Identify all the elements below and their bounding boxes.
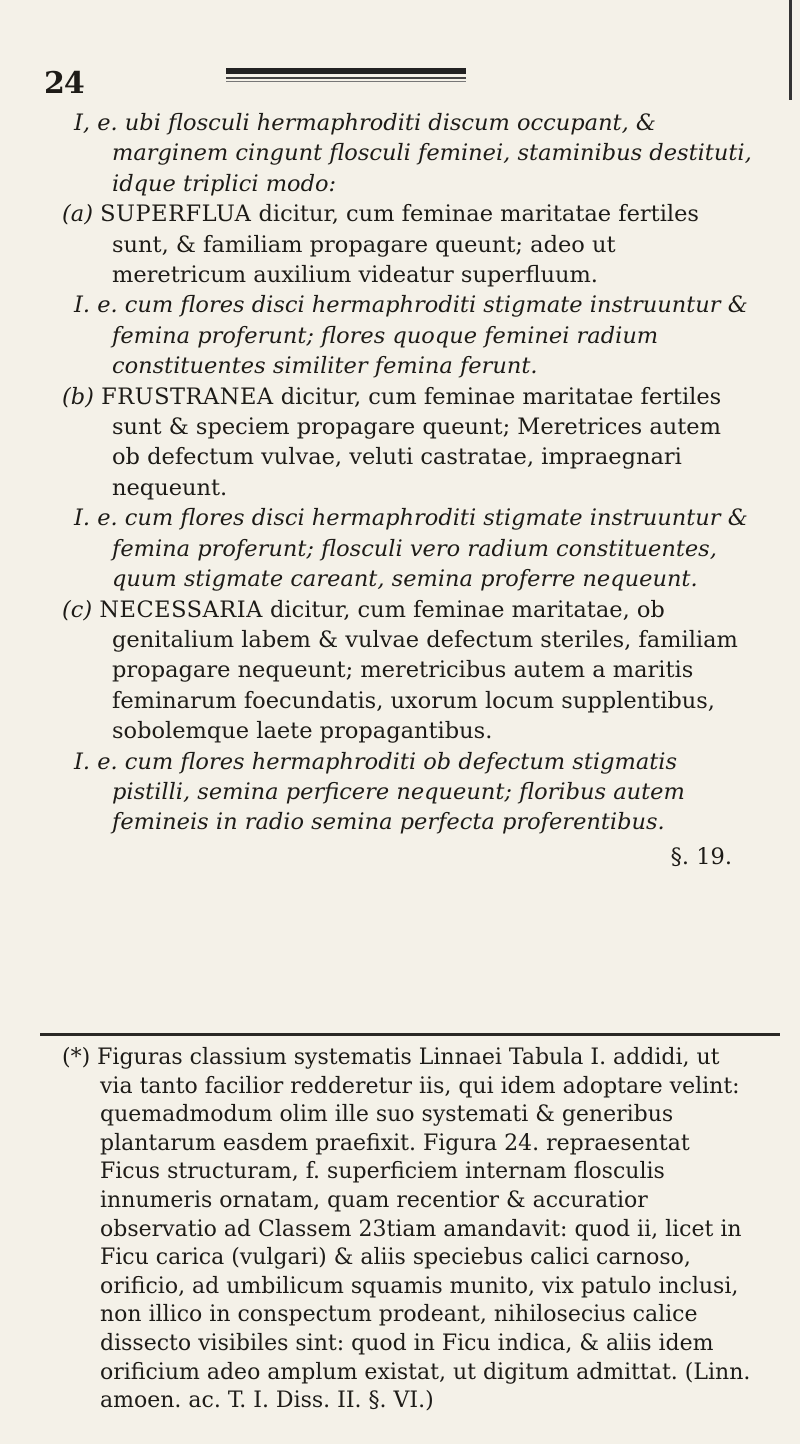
section-a-label: (a) [62, 201, 93, 228]
section-b-heading: FRUSTRANEA [101, 383, 274, 410]
section-b [62, 382, 752, 504]
page-edge-mark [789, 0, 792, 100]
section-a-text: dicitur, cum feminae maritatae fertiles sunt, & familiam propagare queunt; adeo ut meretricum auxilium videatur superfluum. [112, 201, 699, 289]
section-c-label: (c) [62, 596, 93, 623]
section-c [62, 595, 752, 747]
section-b-gloss: I. e. cum flores disci hermaphroditi stigmate instruuntur & femina proferunt; flosculi vero radium constituentes, quum stigmate careant, semina proferre nequeunt. [74, 505, 748, 593]
section-c-gloss: I. e. cum flores hermaphroditi ob defectum stigmatis pistilli, semina perficere nequeunt; floribus autem femineis in radio semina perfecta proferentibus. [74, 748, 685, 836]
section-a-gloss: I. e. cum flores disci hermaphroditi stigmate instruuntur & femina proferunt; flores quoque feminei radium constituentes similiter femina ferunt. [74, 292, 748, 380]
main-text [62, 108, 752, 872]
page-number: 24 [44, 66, 84, 101]
section-mark: §. 19. [670, 843, 732, 870]
footnote [62, 1044, 752, 1416]
section-b-text: dicitur, cum feminae maritatae fertiles sunt & speciem propagare queunt; Meretrices autem ob defectum vulvae, veluti castratae, impraegnari nequeunt. [112, 383, 722, 501]
section-c-text: dicitur, cum feminae maritatae, ob genitalium labem & vulvae defectum steriles, familiam propagare nequeunt; meretricibus autem a maritis feminarum foecundatis, uxorum locum supplentibus, sobolemque laete propagantibus. [112, 596, 738, 745]
footnote-rule [40, 1033, 780, 1036]
footnote-text: (*) Figuras classium systematis Linnaei Tabula I. addidi, ut via tanto facilior redderetur iis, qui idem adoptare velint: quemadmodum olim ille suo systemati & generibus plantarum easdem praefixit. Figura 24. repraesentat Ficus structuram, f. superficiem internam flosculis innumeris ornatam, quam recentior & accuratior observatio ad Classem 23tiam amandavit: quod ii, licet in Ficu carica (vulgari) & aliis speciebus calici carnoso, orificio, ad umbilicum squamis munito, vix patulo inclusi, non illico in conspectum prodeant, nihilosecius calice dissecto visibiles sint: quod in Ficu indica, & aliis idem orificium adeo amplum existat, ut digitum admittat. (Linn. amoen. ac. T. I. Diss. II. §. VI.) [62, 1045, 751, 1414]
intro-paragraph: I, e. ubi flosculi hermaphroditi discum occupant, & marginem cingunt flosculi feminei, staminibus destituti, idque triplici modo: [74, 110, 752, 197]
section-b-label: (b) [62, 383, 94, 410]
header-ornament-rule [226, 68, 466, 84]
section-c-heading: NECESSARIA [99, 596, 263, 623]
section-a [62, 199, 752, 290]
section-a-heading: SUPERFLUA [100, 201, 252, 228]
